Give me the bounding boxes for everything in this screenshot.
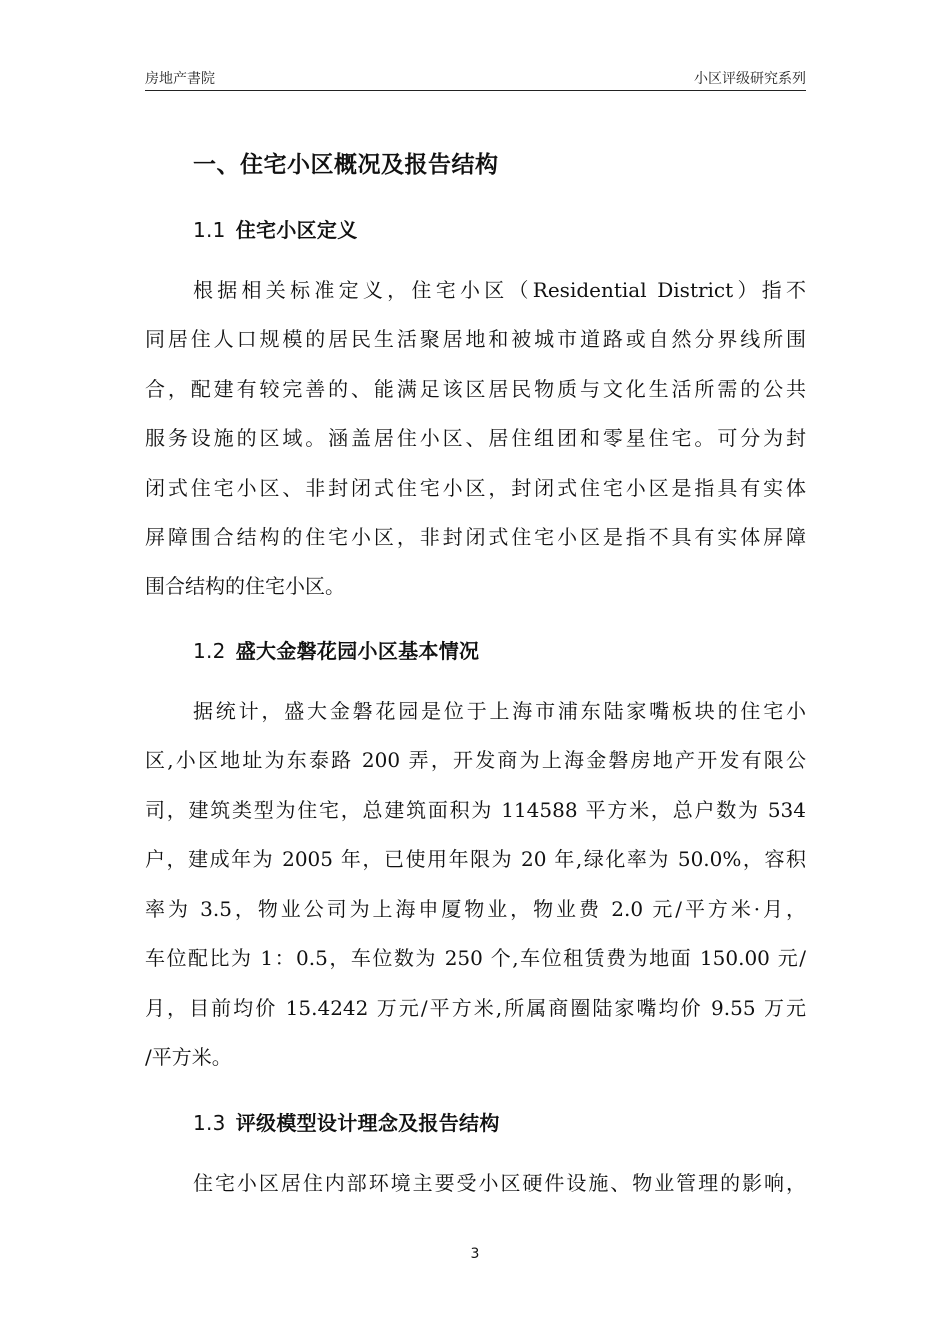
subsection-heading-1-3: [193, 1107, 500, 1136]
paragraph-line: 根据相关标准定义，住宅小区（Residential District）指不: [193, 278, 806, 302]
header-publisher: 房地产書院: [145, 71, 215, 87]
paragraph-line: 屏障围合结构的住宅小区，非封闭式住宅小区是指不具有实体屏障: [145, 525, 806, 549]
section-title: 一、住宅小区概况及报告结构: [193, 152, 499, 178]
subsection-title: 住宅小区定义: [235, 218, 358, 242]
paragraph-line: 据统计，盛大金磐花园是位于上海市浦东陆家嘴板块的住宅小: [193, 699, 806, 723]
paragraph-line: 月，目前均价 15.4242 万元/平方米,所属商圈陆家嘴均价 9.55 万元: [145, 996, 806, 1020]
subsection-number: 1.1: [193, 218, 226, 242]
paragraph-line: 车位配比为 1：0.5，车位数为 250 个,车位租赁费为地面 150.00 元/: [145, 946, 806, 970]
paragraph-line: 户，建成年为 2005 年，已使用年限为 20 年,绿化率为 50.0%，容积: [145, 847, 806, 871]
page-number: 3: [470, 1246, 480, 1262]
paragraph-line: 闭式住宅小区、非封闭式住宅小区，封闭式住宅小区是指具有实体: [145, 476, 806, 500]
subsection-number: 1.3: [193, 1111, 226, 1135]
header-series-title: 小区评级研究系列: [694, 71, 806, 87]
subsection-title: 评级模型设计理念及报告结构: [235, 1111, 500, 1135]
paragraph-line: /平方米。: [145, 1045, 232, 1069]
paragraph-line: 住宅小区居住内部环境主要受小区硬件设施、物业管理的影响，: [193, 1171, 806, 1195]
paragraph-line: 区,小区地址为东泰路 200 弄，开发商为上海金磐房地产开发有限公: [145, 748, 806, 772]
page-header: [145, 66, 806, 91]
paragraph-line: 同居住人口规模的居民生活聚居地和被城市道路或自然分界线所围: [145, 327, 806, 351]
subsection-heading-1-2: [193, 635, 479, 664]
paragraph-line: 服务设施的区域。涵盖居住小区、居住组团和零星住宅。可分为封: [145, 426, 806, 450]
subsection-number: 1.2: [193, 639, 226, 663]
paragraph-line: 司，建筑类型为住宅，总建筑面积为 114588 平方米，总户数为 534: [145, 798, 806, 822]
subsection-title: 盛大金磐花园小区基本情况: [235, 639, 480, 663]
subsection-heading-1-1: [193, 214, 358, 243]
paragraph-line: 围合结构的住宅小区。: [145, 574, 345, 598]
paragraph-line: 合，配建有较完善的、能满足该区居民物质与文化生活所需的公共: [145, 377, 806, 401]
paragraph-line: 率为 3.5，物业公司为上海申厦物业，物业费 2.0 元/平方米·月，: [145, 897, 806, 921]
